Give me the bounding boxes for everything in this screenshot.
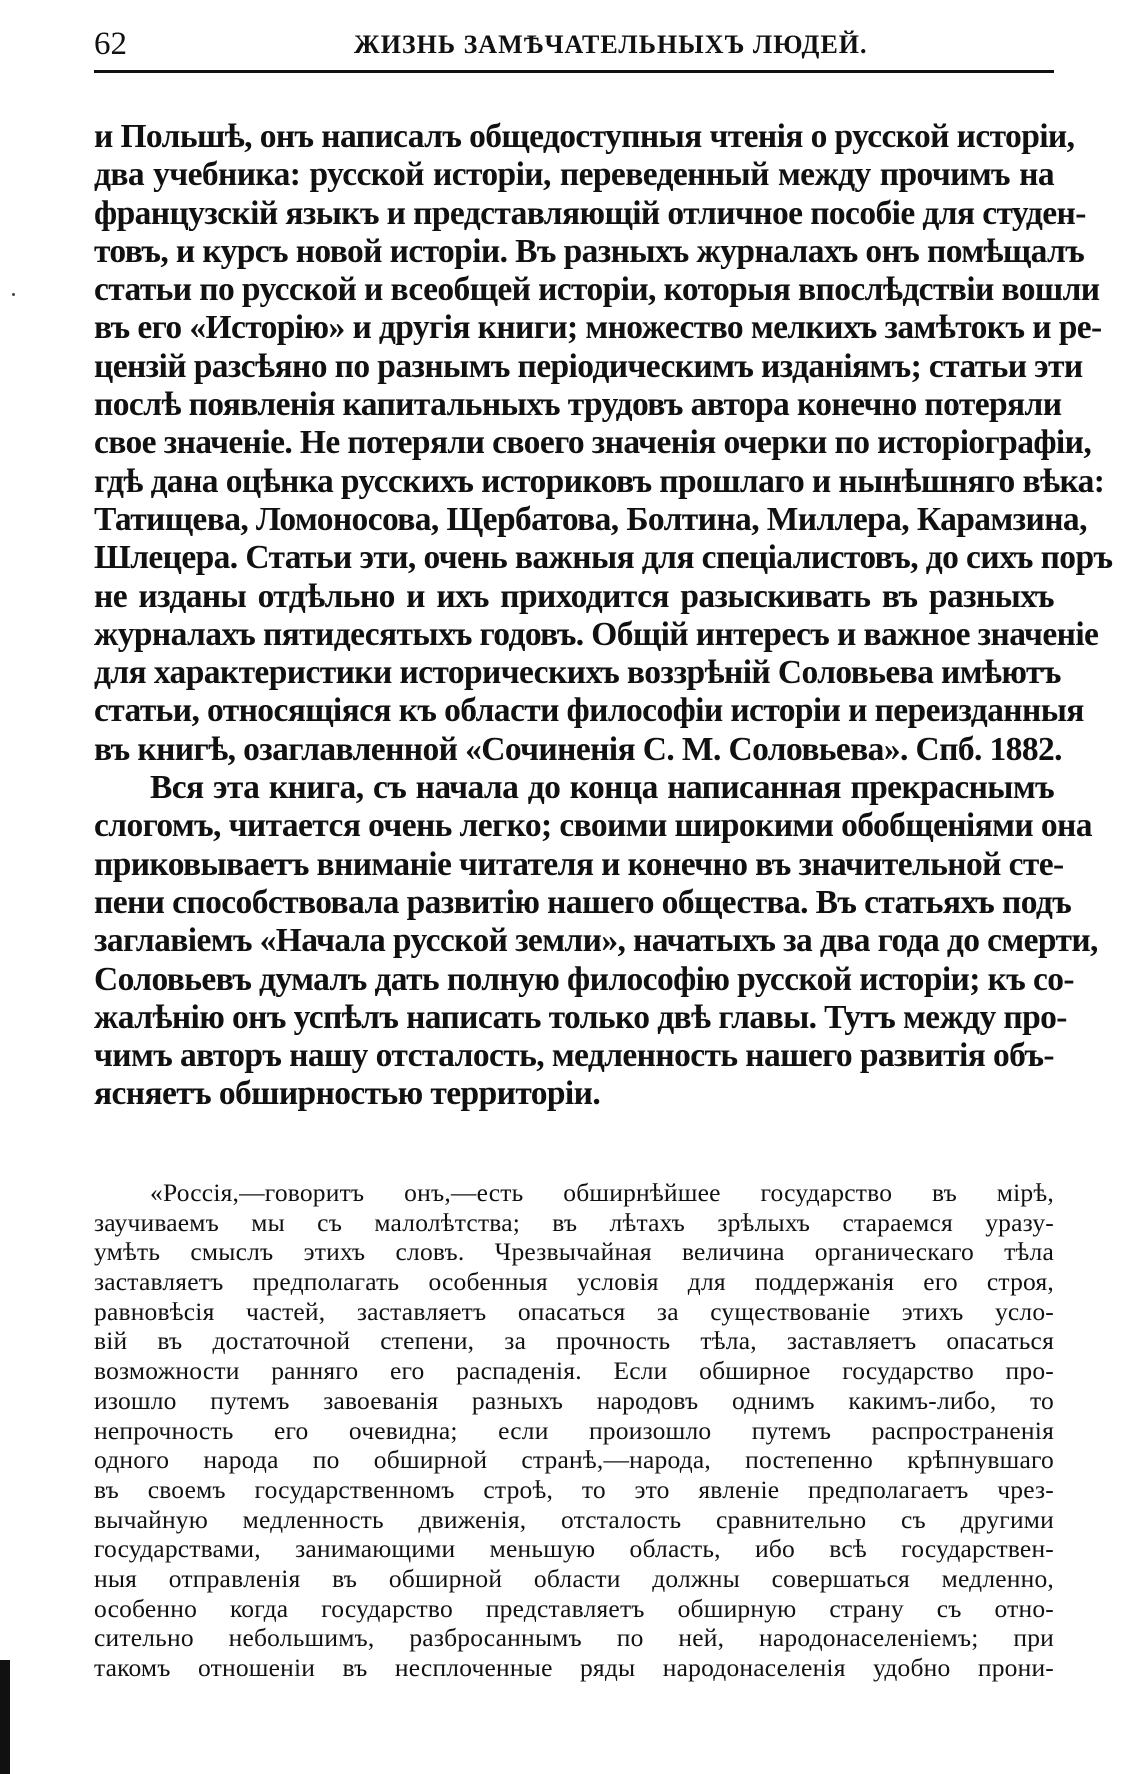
quote-line: непрочность его очевидна; если произошло путемъ распространенія: [94, 1415, 1054, 1445]
quote-line: умѣть смыслъ этихъ словъ. Чрезвычайная величина органическаго тѣла: [94, 1237, 1054, 1267]
quote-line: заставляетъ предполагать особенныя условія для поддержанія его строя,: [94, 1267, 1054, 1297]
quote-line: «Россія,—говоритъ онъ,—есть обширнѣйшее государство въ мірѣ,: [150, 1178, 1054, 1207]
quote-line: ныя отправленія въ обширной области должны совершаться медленно,: [94, 1563, 1054, 1593]
page-header: [94, 22, 1052, 64]
text-line: слогомъ, читается очень легко; своими широкими обобщеніями она: [94, 807, 1092, 845]
text-line: въ книгѣ, озаглавленной «Сочиненія С. М. Соловьева». Спб. 1882.: [94, 730, 1062, 768]
quote-line: одного народа по обширной странѣ,—народа, постепенно крѣпнувшаго: [94, 1445, 1054, 1475]
text-line: ясняетъ обширностью территоріи.: [94, 1075, 601, 1113]
text-line: статьи, относящіяся къ области философіи исторіи и переизданныя: [94, 692, 1084, 730]
text-line: журналахъ пятидесятыхъ годовъ. Общій интересъ и важное значеніе: [94, 615, 1099, 653]
text-line: чимъ авторъ нашу отсталость, медленность нашего развитія объ-: [94, 1037, 1054, 1075]
text-line: французскій языкъ и представляющій отличное пособіе для студен-: [94, 194, 1086, 232]
text-line: послѣ появленія капитальныхъ трудовъ автора конечно потеряли: [94, 386, 1062, 424]
quote-line: въ своемъ государственномъ строѣ, то это явленіе предполагаетъ чрез-: [94, 1474, 1054, 1504]
text-line: не изданы отдѣльно и ихъ приходится разыскивать въ разныхъ: [94, 577, 1054, 615]
text-line: два учебника: русской исторіи, переведенный между прочимъ на: [94, 156, 1054, 194]
page-number: 62: [94, 26, 127, 62]
quote-line: сительно небольшимъ, разбросаннымъ по ней, народонаселеніемъ; при: [94, 1623, 1054, 1653]
scan-speck: [12, 293, 15, 296]
text-line: гдѣ дана оцѣнка русскихъ историковъ прошлаго и нынѣшняго вѣка:: [94, 462, 1105, 500]
text-line: Шлецера. Статьи эти, очень важныя для спеціалистовъ, до сихъ поръ: [94, 539, 1113, 577]
quote-line: вычайную медленность движенія, отсталость сравнительно съ другими: [94, 1504, 1054, 1534]
quote-line: возможности ранняго его распаденія. Если обширное государство про-: [94, 1356, 1054, 1386]
quote-line: такомъ отношеніи въ несплоченные ряды народонаселенія удобно прони-: [94, 1653, 1054, 1682]
header-rule: [94, 70, 1054, 73]
text-line: свое значеніе. Не потеряли своего значенія очерки по исторіографіи,: [94, 424, 1092, 462]
running-head: ЖИЗНЬ ЗАМѢЧАТЕЛЬНЫХЪ ЛЮДЕЙ.: [354, 30, 868, 59]
text-line: заглавіемъ «Начала русской земли», начатыхъ за два года до смерти,: [94, 922, 1098, 960]
text-line: статьи по русской и всеобщей исторіи, которыя впослѣдствіи вошли: [94, 271, 1100, 309]
text-line: цензій разсѣяно по разнымъ періодическимъ изданіямъ; статьи эти: [94, 347, 1083, 385]
quote-line: вій въ достаточной степени, за прочность тѣла, заставляетъ опасаться: [94, 1326, 1054, 1356]
text-line: Вся эта книга, съ начала до конца написанная прекраснымъ: [150, 769, 1054, 807]
text-line: для характеристики историческихъ воззрѣній Соловьева имѣютъ: [94, 654, 1061, 692]
text-line: жалѣнію онъ успѣлъ написать только двѣ главы. Тутъ между про-: [94, 998, 1067, 1036]
text-line: товъ, и курсъ новой исторіи. Въ разныхъ журналахъ онъ помѣщалъ: [94, 232, 1085, 270]
text-line: и Польшѣ, онъ написалъ общедоступныя чтенія о русской исторіи,: [94, 118, 1075, 155]
quote-line: изошло путемъ завоеванія разныхъ народовъ однимъ какимъ-либо, то: [94, 1385, 1054, 1415]
text-line: Соловьевъ думалъ дать полную философію русской исторіи; къ со-: [94, 960, 1074, 998]
text-line: въ его «Исторію» и другія книги; множество мелкихъ замѣтокъ и ре-: [94, 309, 1102, 347]
main-text: [94, 118, 1113, 1114]
text-line: Татищева, Ломоносова, Щербатова, Болтина, Миллера, Карамзина,: [94, 500, 1087, 538]
binding-edge-mark: [0, 1660, 10, 1774]
text-line: приковываетъ вниманіе читателя и конечно въ значительной сте-: [94, 845, 1064, 883]
quotation-block: [94, 1178, 1054, 1683]
quote-line: заучиваемъ мы съ малолѣтства; въ лѣтахъ зрѣлыхъ стараемся уразу-: [94, 1207, 1054, 1237]
quote-line: особенно когда государство представляетъ обширную страну съ отно-: [94, 1593, 1054, 1623]
quote-line: государствами, занимающими меньшую область, ибо всѣ государствен-: [94, 1534, 1054, 1564]
quote-line: равновѣсія частей, заставляетъ опасаться за существованіе этихъ усло-: [94, 1296, 1054, 1326]
text-line: пени способствовала развитію нашего общества. Въ статьяхъ подъ: [94, 883, 1072, 921]
